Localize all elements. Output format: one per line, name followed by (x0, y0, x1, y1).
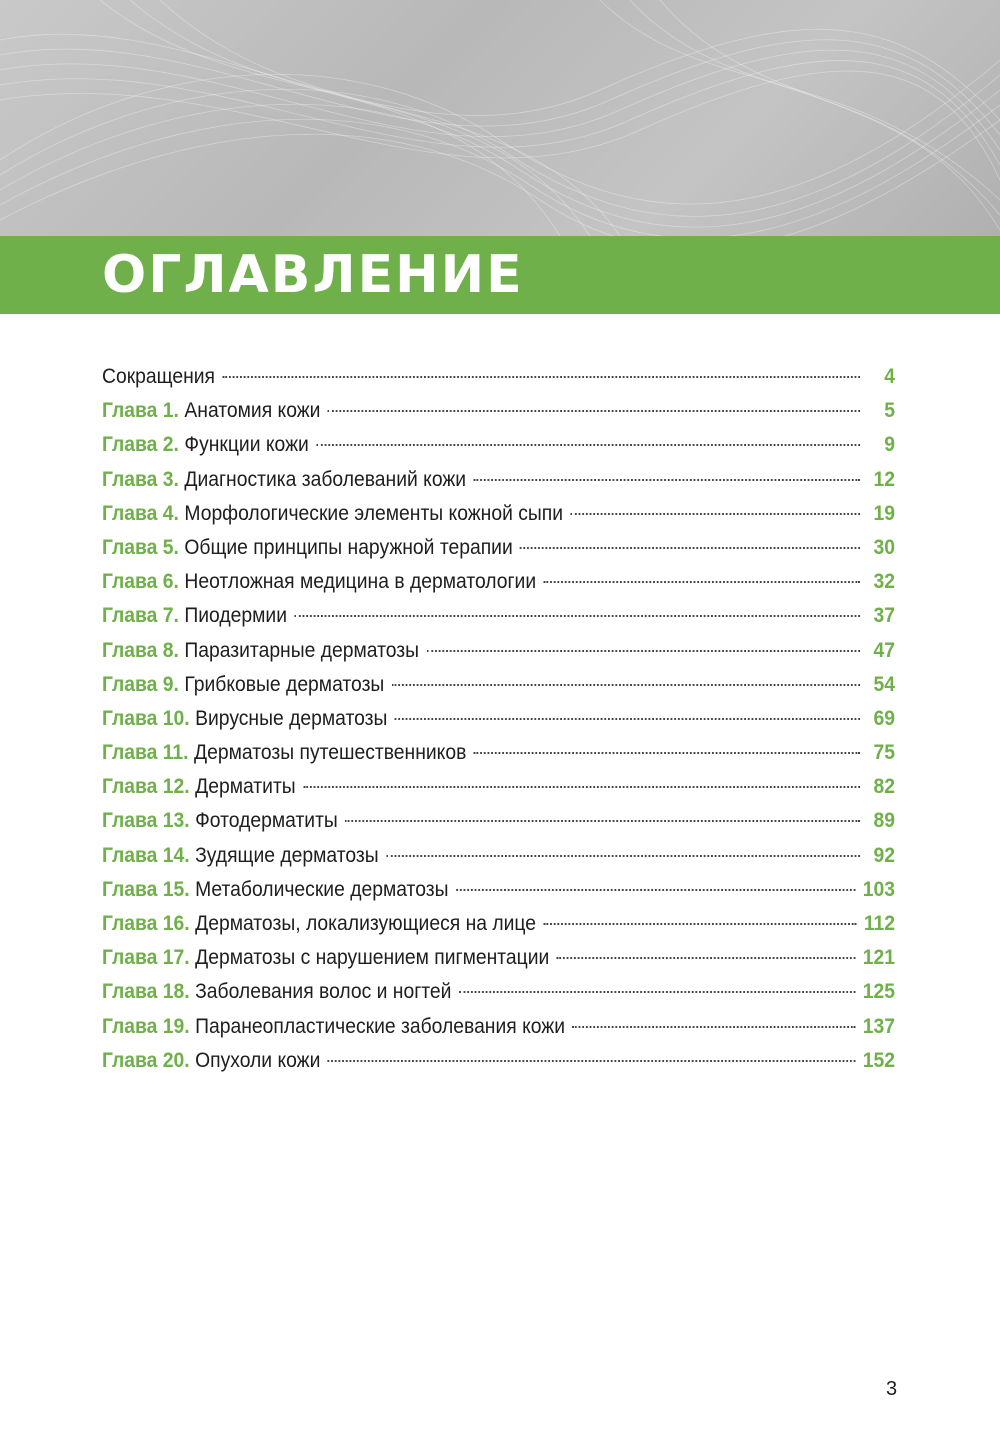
dot-leader (474, 752, 860, 754)
toc-page-number: 82 (873, 775, 896, 799)
toc-page-number: 32 (873, 570, 896, 594)
toc-page-number: 47 (873, 638, 896, 662)
toc-entry-title: Опухоли кожи (195, 1048, 321, 1072)
dot-leader (543, 581, 860, 583)
toc-page-number: 137 (862, 1014, 896, 1038)
toc-entry[interactable] (102, 1010, 895, 1044)
toc-page-number: 9 (884, 433, 896, 457)
toc-entry[interactable] (102, 804, 895, 838)
header-decoration (0, 0, 1000, 236)
page-title: ОГЛАВЛЕНИЕ (102, 245, 524, 305)
toc-page-number: 19 (873, 501, 896, 525)
toc-chapter-label: Глава 19. (102, 1014, 190, 1038)
toc-chapter-label: Глава 16. (102, 912, 190, 935)
toc-entry[interactable] (102, 565, 895, 599)
toc-entry[interactable] (102, 360, 895, 394)
toc-entry[interactable] (102, 770, 895, 804)
toc-entry-title: Диагностика заболеваний кожи (184, 467, 467, 491)
toc-page-number: 5 (884, 399, 896, 423)
toc-page-number: 89 (873, 809, 896, 833)
toc-entry[interactable] (102, 531, 895, 565)
toc-page-number: 30 (873, 535, 896, 559)
toc-entry[interactable] (102, 463, 895, 497)
toc-entry-title: Паранеопластические заболевания кожи (195, 1014, 566, 1038)
dot-leader (328, 1060, 856, 1062)
title-band (0, 236, 1000, 314)
table-of-contents (102, 360, 895, 1078)
toc-page-number: 121 (862, 946, 896, 970)
toc-entry[interactable] (102, 873, 895, 907)
toc-entry-title: Дерматозы с нарушением пигментации (195, 946, 550, 970)
dot-leader (395, 718, 860, 720)
toc-entry-title: Общие принципы наружной терапии (184, 535, 513, 559)
dot-leader (557, 957, 856, 959)
toc-entry-title: Заболевания волос и ногтей (195, 980, 452, 1004)
page-number: 3 (886, 1378, 898, 1400)
dot-leader (473, 479, 860, 481)
toc-page-number: 112 (863, 912, 896, 935)
toc-entry-title: Фотодерматиты (195, 809, 338, 833)
dot-leader (345, 820, 860, 822)
toc-entry-title: Морфологические элементы кожной сыпи (184, 501, 564, 525)
toc-page-number: 75 (873, 741, 896, 765)
toc-entry[interactable] (102, 975, 895, 1009)
wave-pattern-icon (0, 0, 1000, 236)
toc-chapter-label: Глава 8. (102, 638, 179, 662)
toc-page-number: 69 (873, 706, 896, 730)
toc-entry-title: Зудящие дерматозы (195, 843, 379, 867)
toc-entry[interactable] (102, 394, 895, 428)
toc-chapter-label: Глава 7. (102, 604, 179, 628)
toc-page-number: 125 (862, 980, 896, 1004)
toc-chapter-label: Глава 12. (102, 775, 190, 799)
toc-chapter-label: Глава 15. (102, 877, 190, 901)
toc-chapter-label: Глава 18. (102, 980, 190, 1004)
toc-chapter-label: Глава 1. (102, 399, 179, 423)
toc-entry[interactable] (102, 839, 895, 873)
toc-chapter-label: Глава 10. (102, 706, 190, 730)
toc-entry-title: Грибковые дерматозы (184, 672, 385, 696)
toc-page-number: 103 (862, 877, 896, 901)
toc-entry[interactable] (102, 497, 895, 531)
dot-leader (456, 889, 856, 891)
toc-page-number: 37 (873, 604, 896, 628)
toc-chapter-label: Глава 17. (102, 946, 190, 970)
dot-leader (316, 444, 860, 446)
dot-leader (426, 650, 860, 652)
dot-leader (392, 684, 860, 686)
toc-chapter-label: Глава 13. (102, 809, 190, 833)
toc-page-number: 12 (873, 467, 896, 491)
dot-leader (543, 923, 856, 925)
toc-entry[interactable] (102, 634, 895, 668)
toc-entry[interactable] (102, 736, 895, 770)
toc-entry-title: Функции кожи (184, 433, 309, 457)
dot-leader (459, 991, 856, 993)
dot-leader (570, 513, 860, 515)
toc-page-number: 152 (862, 1048, 896, 1072)
toc-chapter-label: Глава 2. (102, 433, 179, 457)
dot-leader (328, 410, 860, 412)
toc-page-number: 92 (873, 843, 896, 867)
toc-chapter-label: Глава 20. (102, 1048, 190, 1072)
toc-entry[interactable] (102, 907, 895, 941)
dot-leader (386, 855, 860, 857)
dot-leader (520, 547, 860, 549)
toc-chapter-label: Глава 14. (102, 843, 190, 867)
toc-entry-title: Вирусные дерматозы (195, 706, 388, 730)
toc-entry[interactable] (102, 668, 895, 702)
toc-entry[interactable] (102, 1044, 895, 1078)
toc-page-number: 54 (873, 672, 896, 696)
toc-entry-title: Дерматиты (195, 775, 296, 799)
toc-entry-title: Пиодермии (184, 604, 288, 628)
toc-chapter-label: Глава 9. (102, 672, 179, 696)
toc-entry-title: Анатомия кожи (184, 399, 321, 423)
toc-entry-title: Неотложная медицина в дерматологии (184, 570, 537, 594)
toc-entry[interactable] (102, 599, 895, 633)
toc-chapter-label: Глава 6. (102, 570, 179, 594)
toc-entry-title: Дерматозы, локализующиеся на лице (195, 912, 537, 935)
toc-entry-title: Дерматозы путешественников (194, 741, 467, 765)
toc-entry-title: Сокращения (102, 365, 215, 388)
dot-leader (303, 786, 860, 788)
toc-entry-title: Метаболические дерматозы (195, 877, 449, 901)
toc-page-number: 4 (884, 365, 896, 388)
toc-entry[interactable] (102, 702, 895, 736)
toc-chapter-label: Глава 4. (102, 501, 179, 525)
toc-chapter-label: Глава 3. (102, 467, 179, 491)
toc-entry-title: Паразитарные дерматозы (184, 638, 419, 662)
toc-chapter-label: Глава 11. (102, 741, 189, 765)
toc-entry[interactable] (102, 941, 895, 975)
dot-leader (294, 615, 860, 617)
dot-leader (222, 376, 860, 378)
dot-leader (572, 1026, 855, 1028)
toc-chapter-label: Глава 5. (102, 535, 179, 559)
toc-entry[interactable] (102, 428, 895, 462)
